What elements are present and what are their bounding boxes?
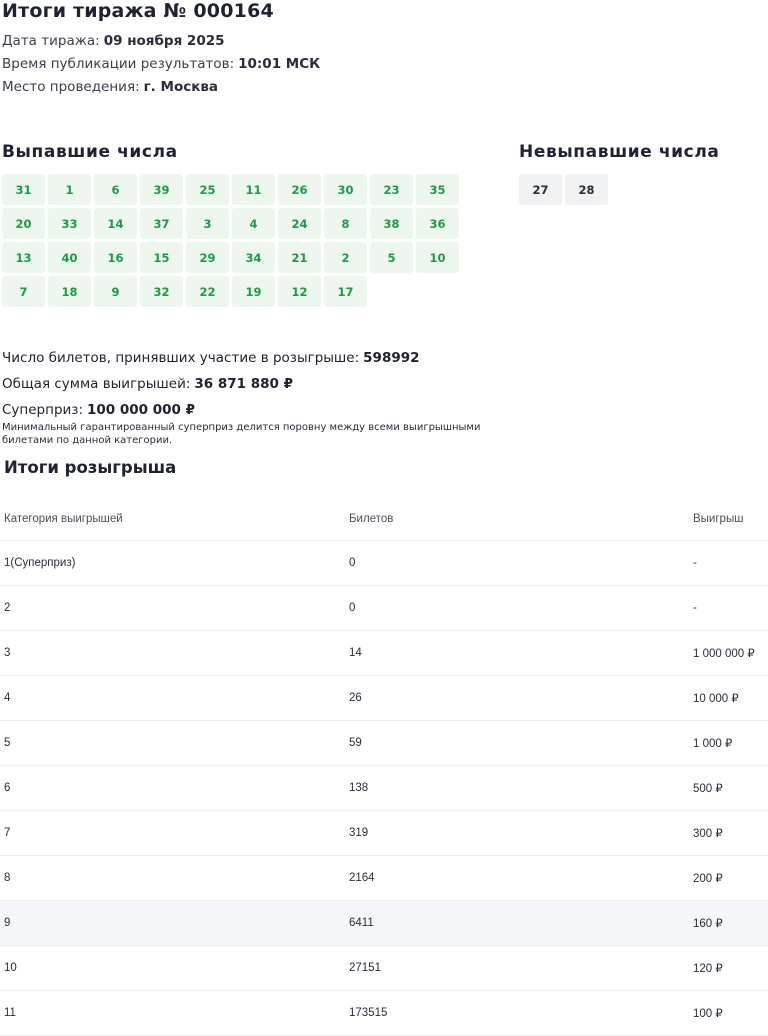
cell-category: 11 [4,1007,16,1019]
drawn-number-ball: 14 [94,208,137,239]
drawn-number-ball: 19 [232,276,275,307]
draw-date-label: Дата тиража: [2,33,100,49]
cell-category: 8 [4,872,11,884]
drawn-number-ball: 35 [416,174,459,205]
table-body [0,541,768,1036]
cell-prize: 100 ₽ [693,1008,723,1020]
superprize-value: 100 000 000 ₽ [87,402,196,418]
total-winnings-label: Общая сумма выигрышей: [2,376,191,392]
cell-tickets: 27151 [349,962,381,974]
drawn-number-ball: 6 [94,174,137,205]
drawn-number-ball: 3 [186,208,229,239]
table-row [0,721,768,766]
cell-tickets: 0 [349,557,356,569]
cell-category: 5 [4,737,11,749]
drawn-number-ball: 23 [370,174,413,205]
drawn-number-ball: 2 [324,242,367,273]
drawn-number-ball: 32 [140,276,183,307]
drawn-number-ball: 34 [232,242,275,273]
cell-tickets: 6411 [349,917,374,929]
draw-date-value: 09 ноября 2025 [103,33,225,49]
table-row [0,631,768,676]
total-winnings-value: 36 871 880 ₽ [194,376,294,392]
table-row [0,811,768,856]
drawn-numbers-grid [2,174,459,307]
drawn-number-ball: 29 [186,242,229,273]
cell-prize: 160 ₽ [693,918,723,930]
drawn-number-ball: 24 [278,208,321,239]
drawn-number-ball: 16 [94,242,137,273]
cell-tickets: 14 [349,647,362,659]
drawn-number-ball: 15 [140,242,183,273]
column-header-prize: Выигрыш [693,512,744,525]
drawn-number-ball: 8 [324,208,367,239]
cell-category: 7 [4,827,11,839]
superprize-note: Минимальный гарантированный суперприз делится поровну между всеми выигрышными билетами по данной категории. [2,422,481,446]
cell-tickets: 173515 [349,1007,388,1019]
table-row [0,586,768,631]
table-row [0,766,768,811]
drawn-number-ball: 40 [48,242,91,273]
cell-prize: - [693,557,697,569]
cell-tickets: 0 [349,602,356,614]
cell-prize: 300 ₽ [693,828,723,840]
table-row [0,541,768,586]
cell-category: 9 [4,917,11,929]
drawn-number-ball: 1 [48,174,91,205]
drawn-number-ball: 17 [324,276,367,307]
cell-tickets: 319 [349,827,369,839]
cell-category: 6 [4,782,11,794]
results-table [0,497,768,1036]
cell-category: 3 [4,647,11,659]
cell-prize: 500 ₽ [693,783,723,795]
table-row [0,946,768,991]
drawn-number-ball: 38 [370,208,413,239]
superprize-line [2,402,195,418]
cell-prize: 10 000 ₽ [693,693,739,705]
table-row [0,901,768,946]
cell-tickets: 2164 [349,872,375,884]
drawn-number-ball: 31 [2,174,45,205]
draw-date-line [2,33,225,49]
drawn-numbers-title: Выпавшие числа [2,142,178,162]
cell-prize: 200 ₽ [693,873,723,885]
drawn-number-ball: 9 [94,276,137,307]
page-title: Итоги тиража № 000164 [2,0,274,22]
drawn-number-ball: 21 [278,242,321,273]
publish-time-line [2,56,320,72]
drawn-number-ball: 12 [278,276,321,307]
cell-prize: 1 000 000 ₽ [693,648,755,660]
drawn-number-ball: 11 [232,174,275,205]
table-row [0,676,768,721]
cell-tickets: 26 [349,692,362,704]
drawn-number-ball: 10 [416,242,459,273]
venue-label: Место проведения: [2,79,140,95]
drawn-number-ball: 20 [2,208,45,239]
drawn-number-ball: 4 [232,208,275,239]
tickets-count-label: Число билетов, принявших участие в розыгрыше: [2,350,360,366]
drawn-number-ball: 7 [2,276,45,307]
superprize-label: Суперприз: [2,402,84,418]
cell-prize: 1 000 ₽ [693,738,733,750]
drawn-number-ball: 30 [324,174,367,205]
drawn-number-ball: 13 [2,242,45,273]
results-title: Итоги розыгрыша [4,458,177,477]
cell-category: 10 [4,962,17,974]
column-header-tickets: Билетов [349,512,394,525]
drawn-number-ball: 5 [370,242,413,273]
tickets-count-line [2,350,420,366]
table-row [0,856,768,901]
missed-number-ball: 27 [519,174,562,205]
drawn-number-ball: 39 [140,174,183,205]
missed-number-ball: 28 [565,174,608,205]
tickets-count-value: 598992 [363,350,420,366]
cell-category: 1(Суперприз) [4,557,76,569]
missed-numbers-grid [519,174,608,205]
drawn-number-ball: 22 [186,276,229,307]
column-header-category: Категория выигрышей [4,512,123,525]
drawn-number-ball: 37 [140,208,183,239]
table-row [0,991,768,1036]
venue-value: г. Москва [143,79,219,95]
drawn-number-ball: 25 [186,174,229,205]
drawn-number-ball: 18 [48,276,91,307]
cell-tickets: 138 [349,782,369,794]
missed-numbers-title: Невыпавшие числа [519,142,720,162]
cell-tickets: 59 [349,737,362,749]
publish-time-label: Время публикации результатов: [2,56,235,72]
publish-time-value: 10:01 МСК [238,56,321,72]
drawn-number-ball: 26 [278,174,321,205]
table-header [0,497,768,541]
cell-category: 2 [4,602,11,614]
cell-prize: 120 ₽ [693,963,723,975]
drawn-number-ball: 36 [416,208,459,239]
total-winnings-line [2,376,293,392]
drawn-number-ball: 33 [48,208,91,239]
venue-line [2,79,218,95]
cell-prize: - [693,602,697,614]
cell-category: 4 [4,692,11,704]
